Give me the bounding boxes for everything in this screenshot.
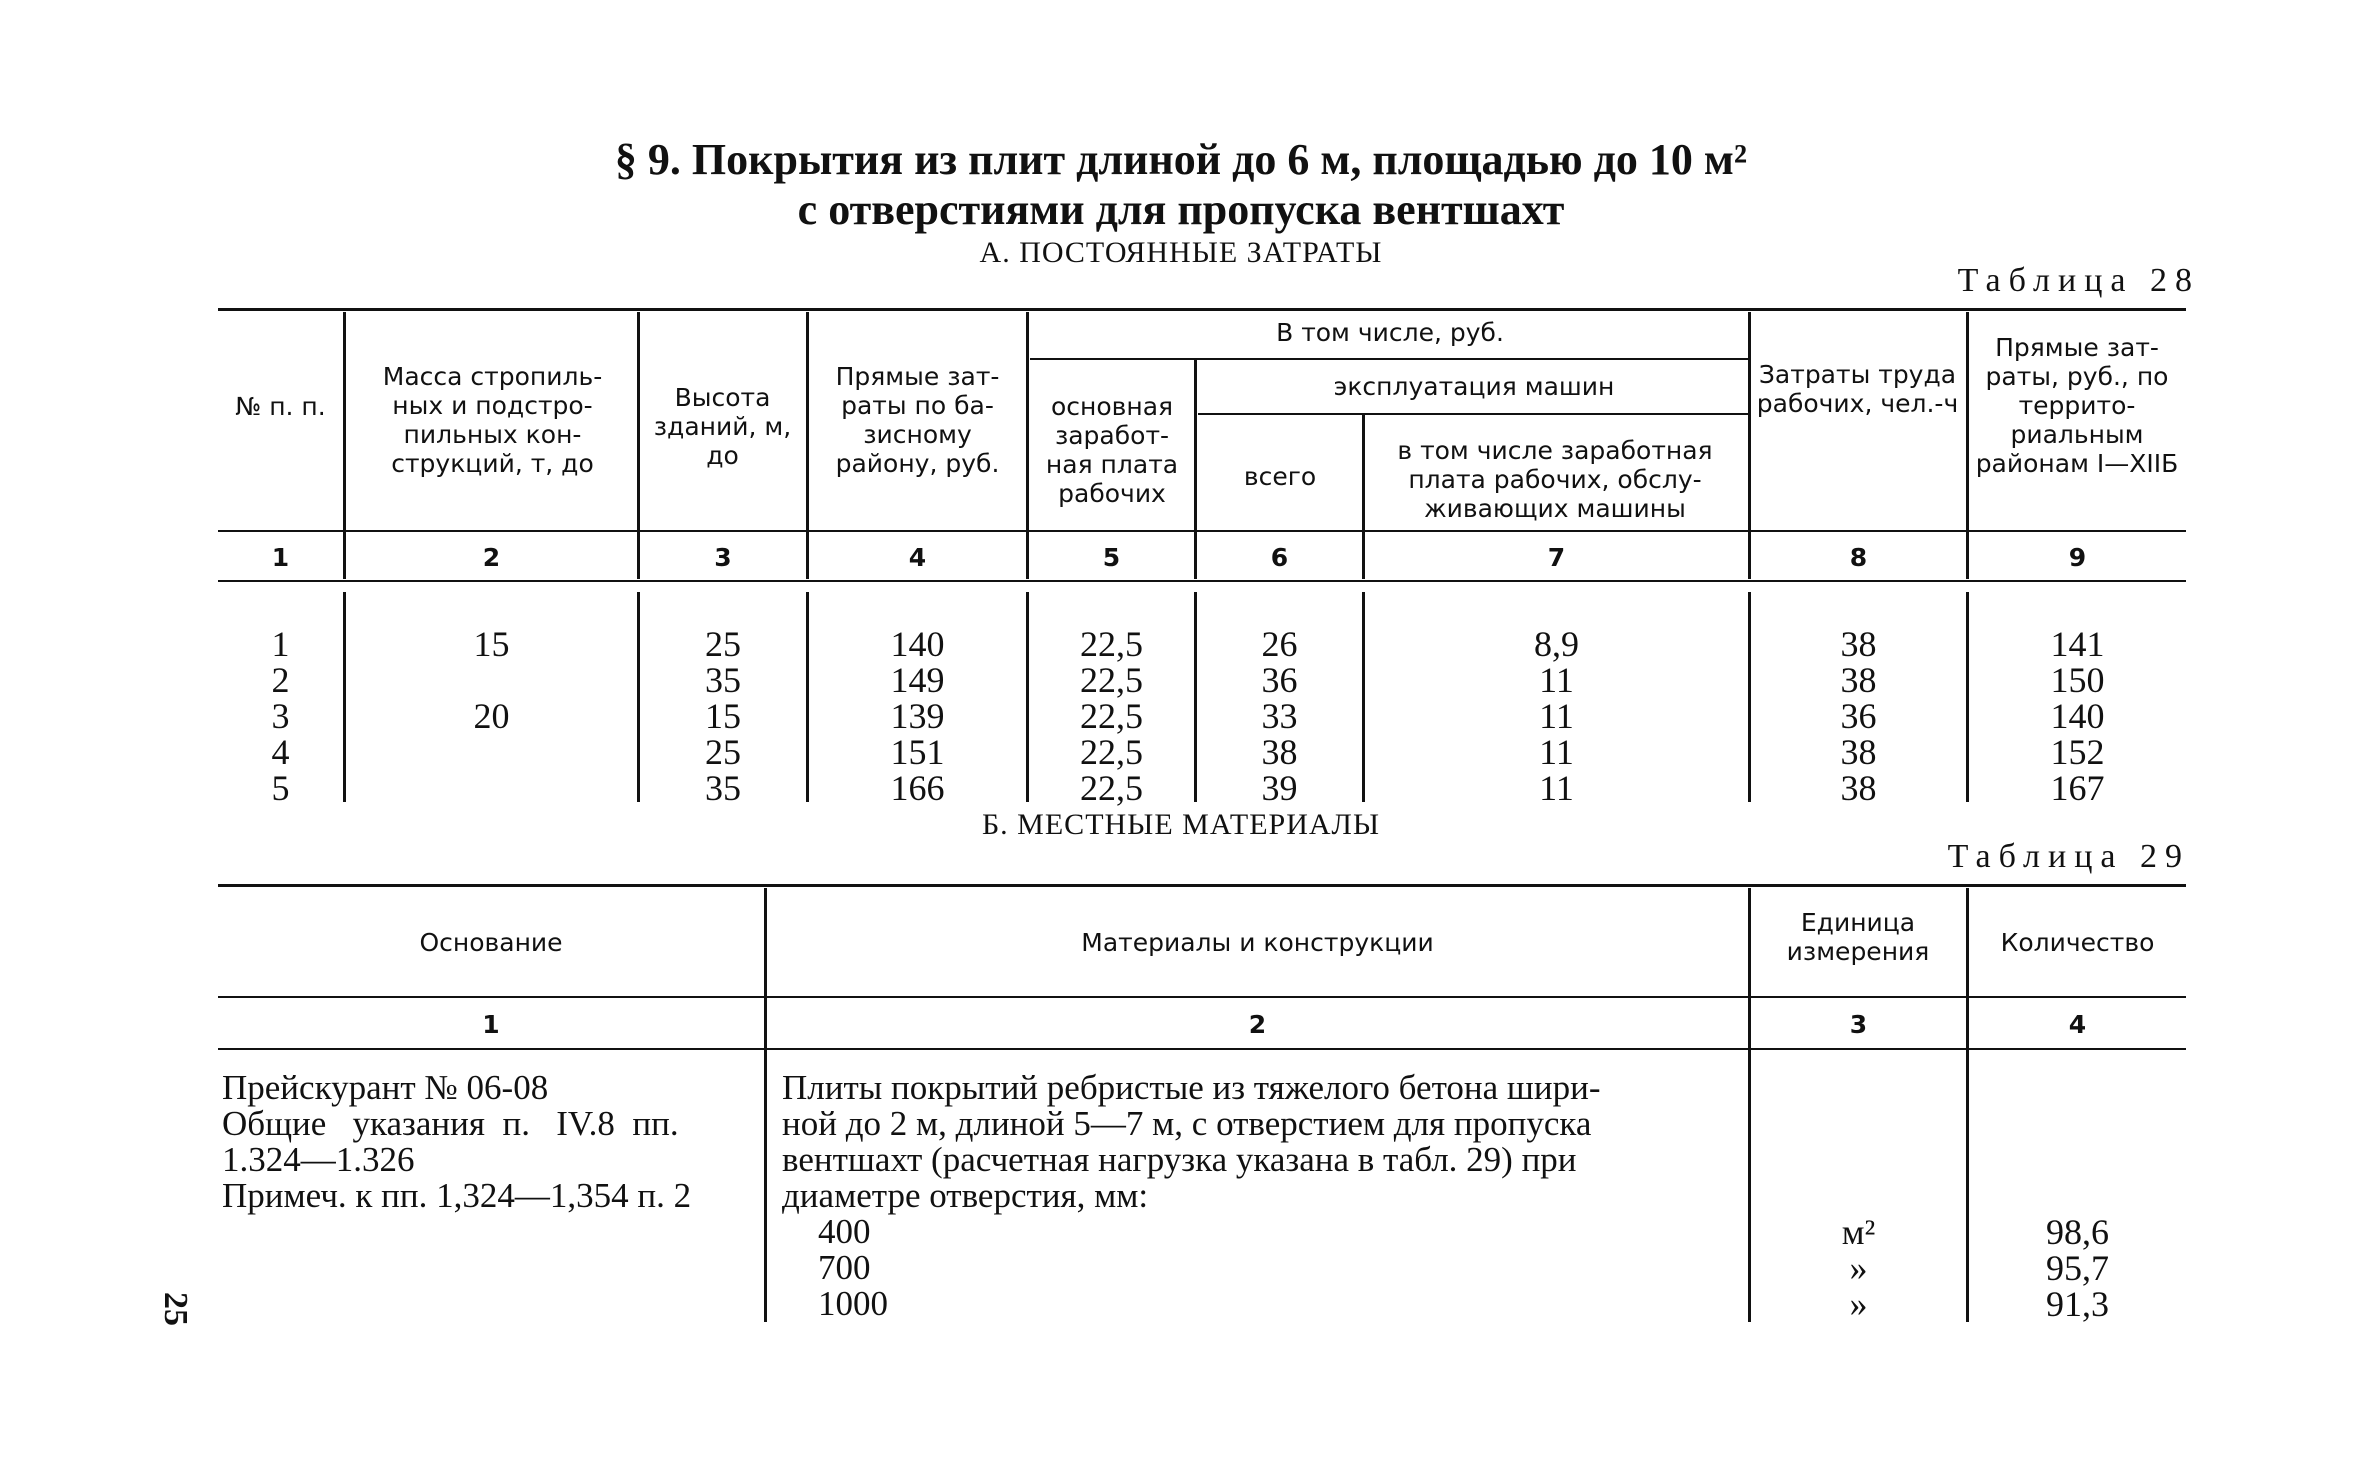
table-28-cell: 2: [271, 660, 290, 700]
table-28-cell: 35: [705, 768, 741, 808]
col-number: 3: [714, 543, 732, 572]
basis-line: Общие указания п. IV.8 пп.: [222, 1104, 679, 1143]
table-28-cell: 38: [1261, 732, 1298, 772]
table-28-cell: 25: [705, 624, 741, 664]
header-wages: основная заработ-ная плата рабочих: [1045, 392, 1179, 508]
quantity-value: 98,6: [2046, 1212, 2109, 1252]
page-number: 25: [157, 1292, 194, 1326]
table-28-cell: 11: [1539, 660, 1574, 700]
header-quantity: Количество: [2000, 928, 2155, 957]
table-28-cell: 149: [890, 660, 945, 700]
header-total: всего: [1243, 462, 1317, 491]
table-28-cell: 35: [705, 660, 741, 700]
header-basis: Основание: [419, 928, 563, 957]
table-28-cell: 139: [890, 696, 945, 736]
diameter-value: 700: [818, 1248, 871, 1287]
table-28-cell: 26: [1261, 624, 1298, 664]
table-28-cell: 36: [1840, 696, 1877, 736]
table-28-cell: 20: [473, 696, 510, 736]
header-direct-costs: Прямые зат-раты по ба-зисному району, руб.: [835, 362, 1000, 478]
table-28-cell: 11: [1539, 732, 1574, 772]
header-territorial: Прямые зат-раты, руб., по террито-риальным районам I—XIIБ: [1975, 333, 2179, 478]
diameter-value: 1000: [818, 1284, 888, 1323]
table-28-cell: 8,9: [1534, 624, 1579, 664]
table-28-cell: 141: [2050, 624, 2105, 664]
table-28-cell: 140: [2050, 696, 2105, 736]
col-number: 2: [1248, 1010, 1267, 1039]
header-group: В том числе, руб.: [1276, 318, 1504, 347]
header-materials: Материалы и конструкции: [1081, 928, 1434, 957]
material-line: диаметре отверстия, мм:: [782, 1176, 1149, 1215]
table-28-cell: 38: [1840, 624, 1877, 664]
table-28-cell: 38: [1840, 660, 1877, 700]
basis-line: Прейскурант № 06-08: [222, 1068, 549, 1107]
col-number: 1: [482, 1010, 500, 1039]
table-28-cell: 38: [1840, 732, 1877, 772]
table-28-cell: 15: [473, 624, 510, 664]
header-labor: Затраты труда рабочих, чел.-ч: [1756, 360, 1959, 418]
col-number: 4: [908, 543, 927, 572]
material-line: вентшахт (расчетная нагрузка указана в табл. 29) при: [782, 1140, 1577, 1179]
quantity-value: 95,7: [2046, 1248, 2109, 1288]
table-28-cell: 167: [2050, 768, 2105, 808]
quantity-value: 91,3: [2046, 1284, 2109, 1324]
col-number: 7: [1547, 543, 1566, 572]
col-number: 2: [482, 543, 501, 572]
table-28-cell: 1: [271, 624, 290, 664]
table-28-cell: 22,5: [1080, 624, 1143, 664]
unit-value: м²: [1841, 1212, 1876, 1252]
unit-value: »: [1849, 1284, 1868, 1324]
table-28-cell: 140: [890, 624, 945, 664]
header-height: Высота зданий, м, до: [653, 383, 792, 470]
table-28-cell: 22,5: [1080, 660, 1143, 700]
col-number: 3: [1849, 1010, 1868, 1039]
header-unit: Единица измерения: [1786, 908, 1930, 966]
col-number: 8: [1849, 543, 1868, 572]
table-29-label: Таблица 29: [1947, 838, 2190, 875]
col-number: 1: [271, 543, 290, 572]
header-machines: эксплуатация машин: [1333, 372, 1615, 401]
table-28-cell: 11: [1539, 696, 1574, 736]
unit-value: »: [1849, 1248, 1868, 1288]
table-28-cell: 152: [2050, 732, 2105, 772]
table-28-cell: 25: [705, 732, 741, 772]
table-28-cell: 33: [1261, 696, 1298, 736]
table-28-label: Таблица 28: [1957, 262, 2200, 299]
table-28-cell: 22,5: [1080, 696, 1143, 736]
table-28-cell: 15: [705, 696, 741, 736]
table-28-cell: 11: [1539, 768, 1574, 808]
col-number: 9: [2068, 543, 2087, 572]
table-28-cell: 22,5: [1080, 768, 1143, 808]
basis-line: Примеч. к пп. 1,324—1,354 п. 2: [222, 1176, 692, 1215]
table-28-cell: 22,5: [1080, 732, 1143, 772]
basis-line: 1.324—1.326: [222, 1140, 415, 1179]
header-no: № п. п.: [235, 392, 326, 421]
table-28-cell: 3: [271, 696, 290, 736]
material-line: Плиты покрытий ребристые из тяжелого бетона шири-: [782, 1068, 1601, 1107]
section-heading-line2: с отверстиями для пропуска вентшахт: [797, 185, 1565, 234]
table-28-cell: 39: [1261, 768, 1298, 808]
col-number: 6: [1270, 543, 1289, 572]
section-heading: § 9. Покрытия из плит длиной до 6 м, площадью до 10 м²: [614, 135, 1748, 184]
table-28-cell: 4: [271, 732, 290, 772]
table-28-cell: 36: [1261, 660, 1298, 700]
col-number: 4: [2068, 1010, 2087, 1039]
material-line: ной до 2 м, длиной 5—7 м, с отверстием для пропуска: [782, 1104, 1592, 1143]
section-a-title: А. ПОСТОЯННЫЕ ЗАТРАТЫ: [979, 236, 1383, 269]
diameter-value: 400: [818, 1212, 871, 1251]
section-b-title: Б. МЕСТНЫЕ МАТЕРИАЛЫ: [981, 808, 1381, 841]
table-28-cell: 38: [1840, 768, 1877, 808]
table-28-cell: 151: [890, 732, 945, 772]
table-28-cell: 166: [890, 768, 945, 808]
table-28-cell: 150: [2050, 660, 2105, 700]
col-number: 5: [1102, 543, 1121, 572]
header-mass: Масса стропиль-ных и подстро-пильных кон-струкций, т, до: [382, 362, 603, 478]
header-machine-wages: в том числе заработная плата рабочих, обслу-живающих машины: [1397, 436, 1713, 523]
table-28-cell: 5: [271, 768, 290, 808]
